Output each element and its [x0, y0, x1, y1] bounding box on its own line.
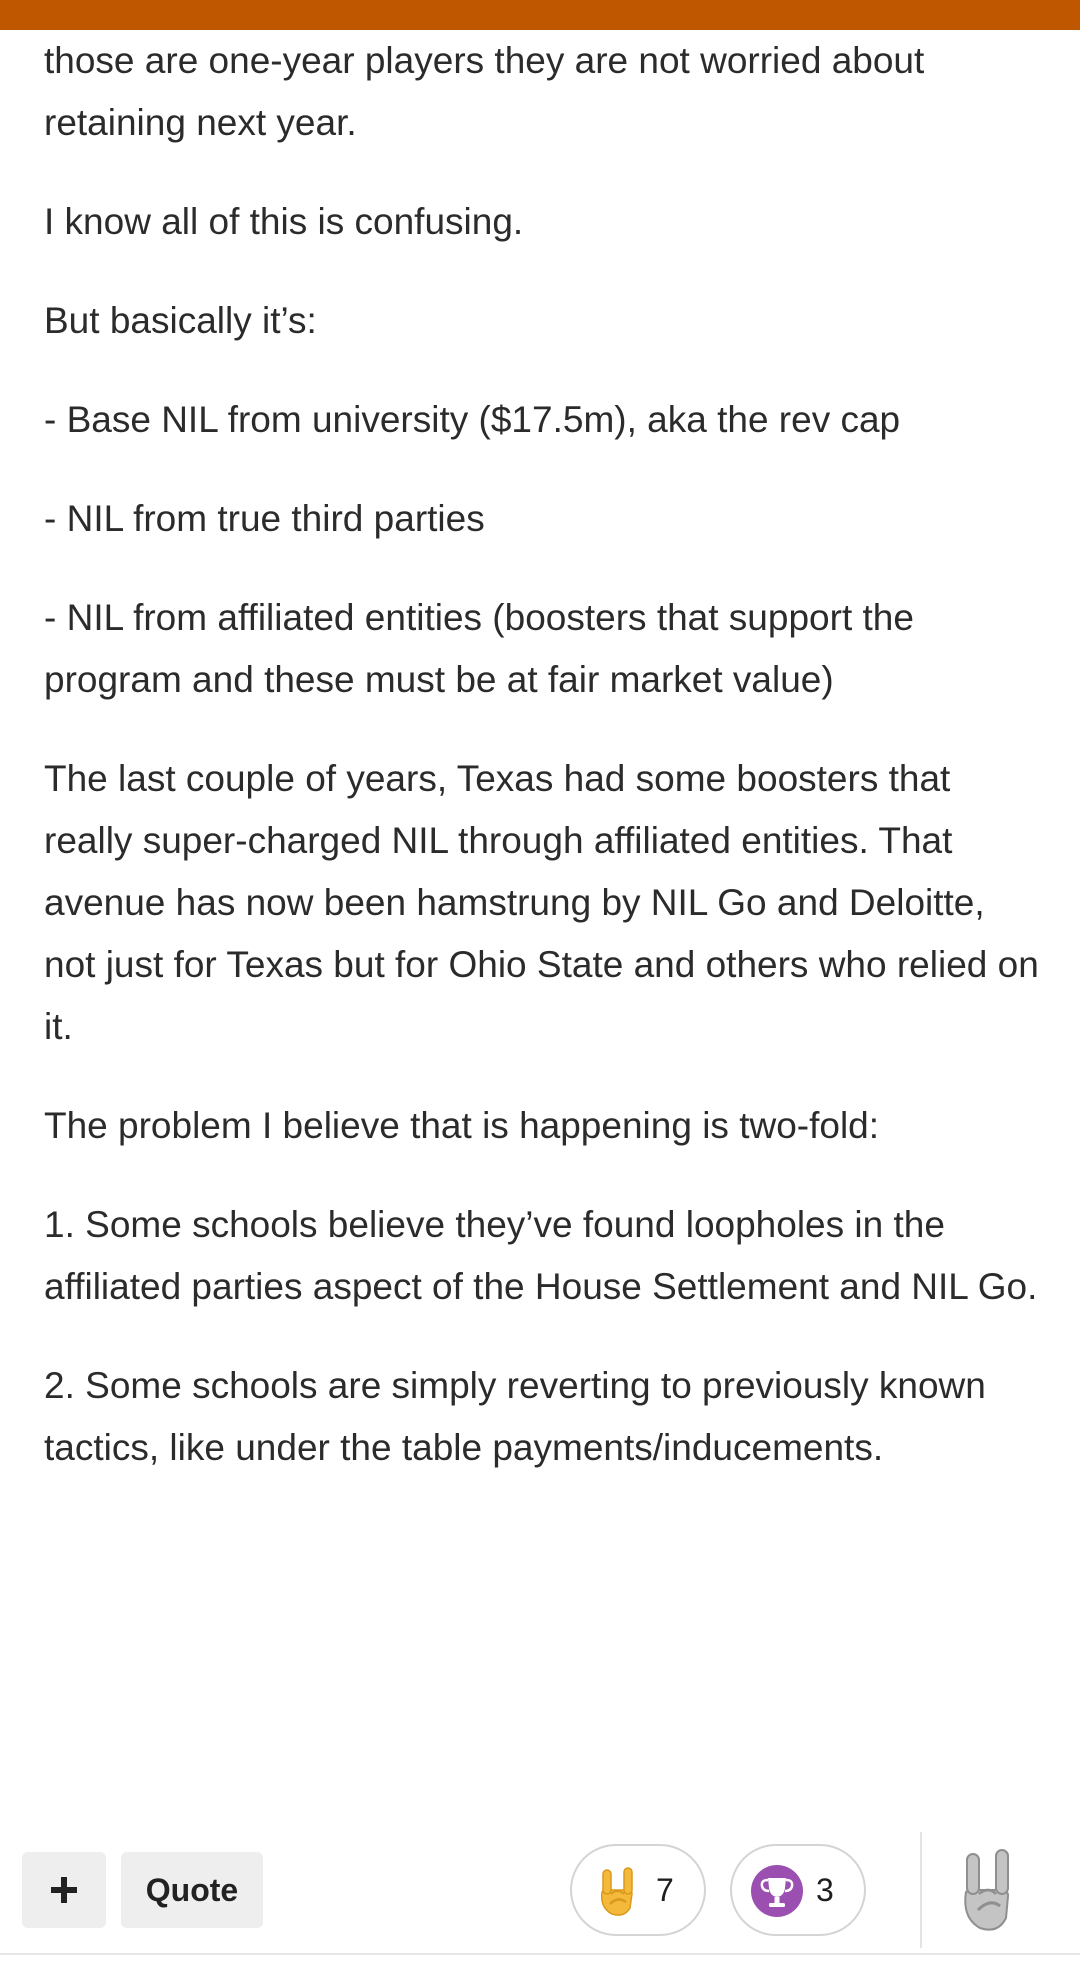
- post-paragraph: 2. Some schools are simply reverting to previously known tactics, like under the table payments/inducements.: [44, 1365, 986, 1468]
- post-paragraph: I know all of this is confusing.: [44, 201, 524, 242]
- plus-icon: [49, 1875, 79, 1905]
- post-paragraph: - NIL from affiliated entities (boosters that support the program and these must be at fair market value): [44, 597, 914, 700]
- reaction-count: 3: [816, 1872, 834, 1908]
- reaction-trophy[interactable]: [730, 1844, 866, 1936]
- top-accent-bar: [0, 0, 1080, 30]
- post-paragraph: The last couple of years, Texas had some boosters that really super-charged NIL through affiliated entities. That avenue has now been hamstrung by NIL Go and Deloitte, not just for Texas but for Ohio State and others who relied on it.: [44, 758, 1039, 1047]
- horns-hand-icon: [590, 1864, 644, 1918]
- horns-hand-outline-icon: [950, 1848, 1024, 1934]
- reaction-horns[interactable]: [570, 1844, 706, 1936]
- post-paragraph: - Base NIL from university ($17.5m), aka the rev cap: [44, 399, 901, 440]
- quote-button[interactable]: Quote: [121, 1852, 263, 1928]
- post-paragraph: But basically it’s:: [44, 300, 317, 341]
- post-body: [44, 30, 1044, 1516]
- post-paragraph: - NIL from true third parties: [44, 498, 485, 539]
- post-paragraph: 1. Some schools believe they’ve found loopholes in the affiliated parties aspect of the House Settlement and NIL Go.: [44, 1204, 1038, 1307]
- post-paragraph: those are one-year players they are not worried about retaining next year.: [44, 40, 925, 143]
- add-reaction-button[interactable]: [950, 1848, 1024, 1934]
- post-paragraph: The problem I believe that is happening is two-fold:: [44, 1105, 880, 1146]
- actions-divider: [920, 1832, 922, 1948]
- post-actions-bar: [0, 1830, 1080, 1950]
- trophy-icon: [750, 1864, 804, 1918]
- reaction-count: 7: [656, 1872, 674, 1908]
- add-reply-button[interactable]: [22, 1852, 106, 1928]
- bottom-divider: [0, 1953, 1080, 1955]
